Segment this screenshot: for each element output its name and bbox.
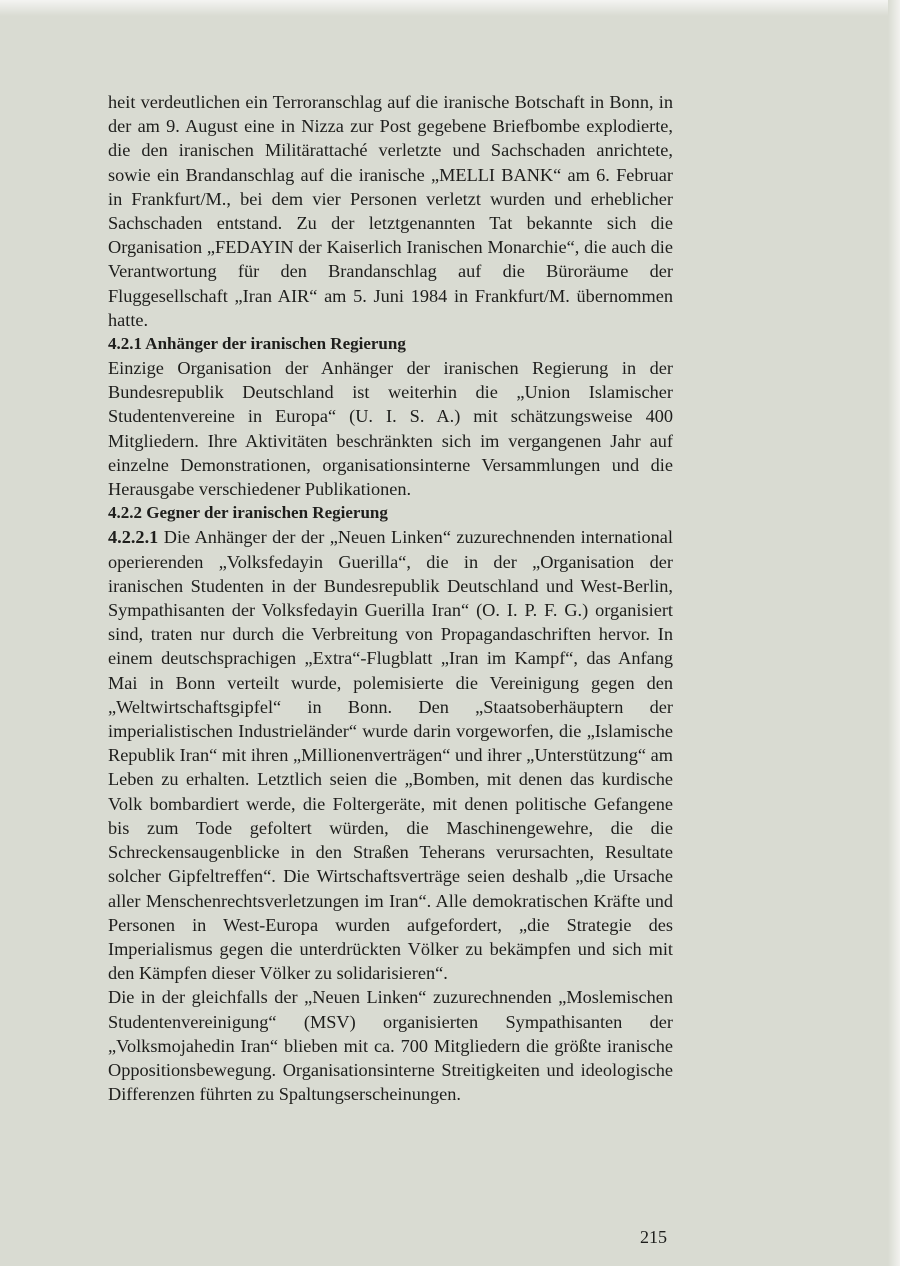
scan-edge-right <box>888 0 900 1266</box>
paragraph-2: Einzige Organisation der Anhänger der iranischen Regierung in der Bundesrepublik Deutschland ist weiterhin die „Union Islamischer Studentenvereine in Europa“ (U. I. S. A.) mit schätzungsweise 400 Mitgliedern. Ihre Aktivitäten beschränkten sich im vergangenen Jahr auf einzelne Demonstrationen, organisationsinterne Versammlungen und die Herausgabe verschiedener Publikationen. <box>108 358 673 500</box>
page-number: 215 <box>640 1227 667 1247</box>
paragraph-3 <box>108 525 673 985</box>
section-heading-4-2-1: 4.2.1 Anhänger der iranischen Regierung <box>108 334 406 354</box>
subsection-number: 4.2.2.1 <box>108 527 159 548</box>
scan-edge-top <box>0 0 900 16</box>
paragraph-1: heit verdeutlichen ein Terroranschlag auf die iranische Botschaft in Bonn, in der am 9. August eine in Nizza zur Post gegebene Briefbombe explodierte, die den iranischen Militärattaché verletzte und Sachschaden anrichtete, sowie ein Brandanschlag auf die iranische „MELLI BANK“ am 6. Februar in Frankfurt/M., bei dem vier Personen verletzt wurden und erheblicher Sachschaden entstand. Zu der letztgenannten Tat bekannte sich die Organisation „FEDAYIN der Kaiserlich Iranischen Monarchie“, die auch die Verantwortung für den Brandanschlag auf die Büroräume der Fluggesellschaft „Iran AIR“ am 5. Juni 1984 in Frankfurt/M. übernommen hatte. <box>108 92 673 330</box>
paragraph-3-text: Die Anhänger der der „Neuen Linken“ zuzurechnenden international operierenden „Volksfedayin Guerilla“, die in der „Organisation der iranischen Studenten in der Bundesrepublik Deutschland und West-Berlin, Sympathisanten der Volksfedayin Guerilla Iran“ (O. I. P. F. G.) organisiert sind, traten nur durch die Verbreitung von Propagandaschriften hervor. In einem deutschsprachigen „Extra“-Flugblatt „Iran im Kampf“, das Anfang Mai in Bonn verteilt wurde, polemisierte die Vereinigung gegen den „Weltwirtschaftsgipfel“ in Bonn. Den „Staatsoberhäuptern der imperialistischen Industrieländer“ wurde darin vorgeworfen, die „Islamische Republik Iran“ mit ihren „Millionenverträgen“ und ihrer „Unterstützung“ am Leben zu erhalten. Letztlich seien die „Bomben, mit denen das kurdische Volk bombardiert werde, die Foltergeräte, mit denen politische Gefangene bis zum Tode gefoltert würden, die Maschinengewehre, die die Schreckensaugenblicke in den Straßen Teherans verursachten, Resultate solcher Gipfeltreffen“. Die Wirtschaftsverträge seien deshalb „die Ursache aller Menschenrechtsverletzungen im Iran“. Alle demokratischen Kräfte und Personen in West-Europa wurden aufgefordert, „die Strategie des Imperialismus gegen die unterdrückten Völker zu bekämpfen und sich mit den Kämpfen dieser Völker zu solidarisieren“. <box>108 527 673 984</box>
section-heading-4-2-2: 4.2.2 Gegner der iranischen Regierung <box>108 503 388 523</box>
body-text <box>108 90 673 1106</box>
paragraph-4: Die in der gleichfalls der „Neuen Linken“ zuzurechnenden „Moslemischen Studentenvereinigung“ (MSV) organisierten Sympathisanten der „Volksmojahedin Iran“ blieben mit ca. 700 Mitgliedern die größte iranische Oppositionsbewegung. Organisationsinterne Streitigkeiten und ideologische Differenzen führten zu Spaltungserscheinungen. <box>108 987 673 1105</box>
